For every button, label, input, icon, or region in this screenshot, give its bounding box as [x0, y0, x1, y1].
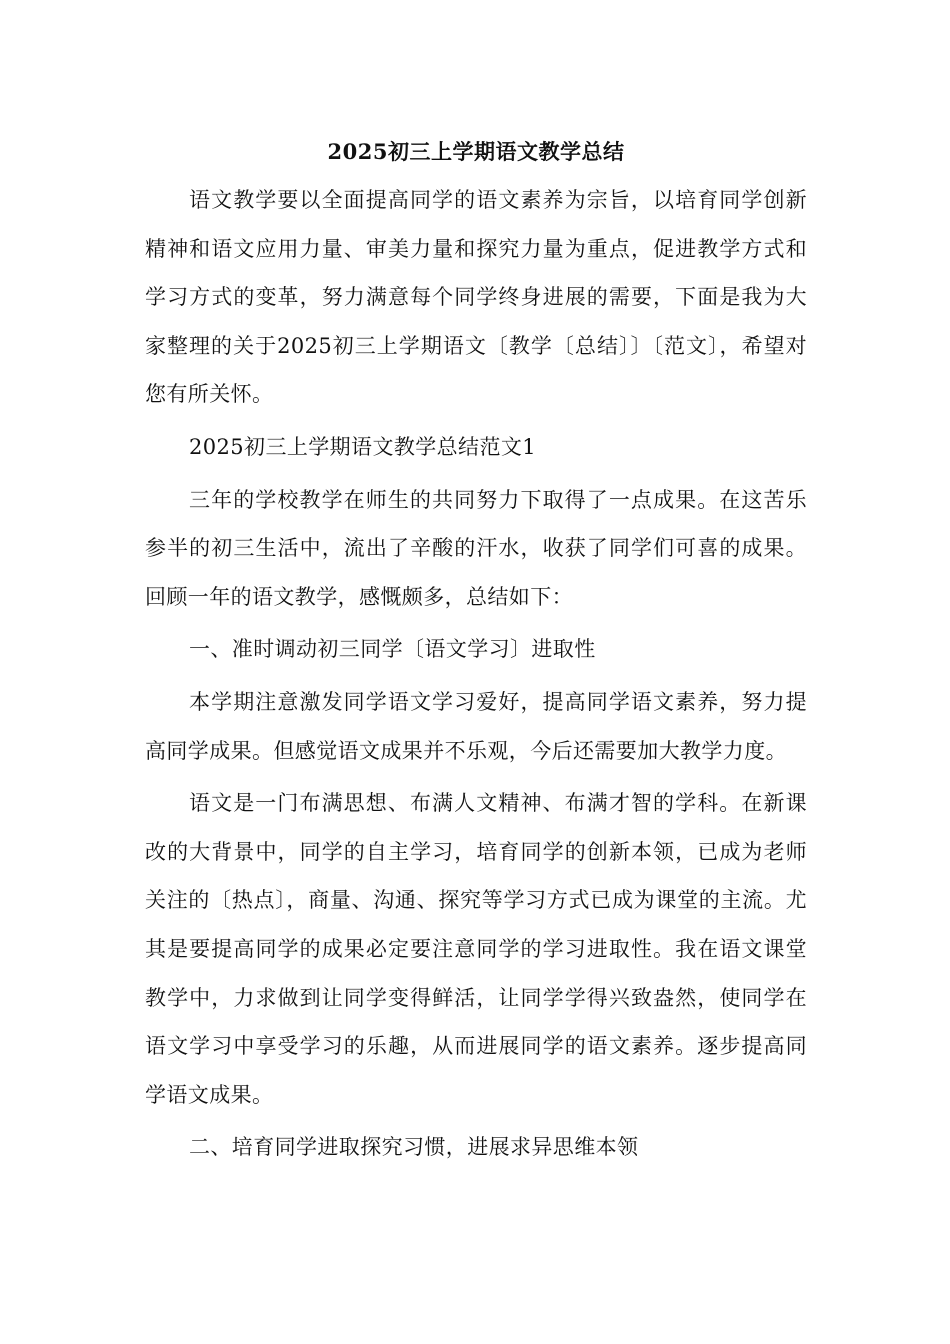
paragraph-chinese-subject: 语文是一门布满思想、布满人文精神、布满才智的学科。在新课改的大背景中，同学的自主学习，培育同学的创新本领，已成为老师关注的〔热点〕，商量、沟通、探究等学习方式已成为课堂的主流。尤其是要提高同学的成果必定要注意同学的学习进取性。我在语文课堂教学中，力求做到让同学变得鲜活，让同学学得兴致盎然，使同学在语文学习中享受学习的乐趣，从而进展同学的语文素养。逐步提高同学语文成果。 — [145, 791, 807, 1107]
paragraph-intro: 语文教学要以全面提高同学的语文素养为宗旨，以培育同学创新精神和语文应用力量、审美力量和探究力量为重点，促进教学方式和学习方式的变革，努力满意每个同学终身进展的需要，下面是我为大家整理的关于2025初三上学期语文〔教学〔总结〕〕〔范文〕，希望对您有所关怀。 — [145, 188, 807, 407]
paragraph-semester: 本学期注意激发同学语文学习爱好，提高同学语文素养，努力提高同学成果。但感觉语文成果并不乐观，今后还需要加大教学力度。 — [145, 689, 807, 763]
document-title: 2025初三上学期语文教学总结 — [327, 139, 625, 164]
heading-one: 一、准时调动初三同学〔语文学习〕进取性 — [189, 637, 596, 662]
heading-two: 二、培育同学进取探究习惯，进展求异思维本领 — [189, 1135, 639, 1160]
document-page — [145, 128, 807, 1172]
paragraph-review: 三年的学校教学在师生的共同努力下取得了一点成果。在这苦乐参半的初三生活中，流出了辛酸的汗水，收获了同学们可喜的成果。回顾一年的语文教学，感慨颇多，总结如下： — [145, 487, 807, 609]
paragraph-section-title: 2025初三上学期语文教学总结范文1 — [189, 434, 537, 459]
